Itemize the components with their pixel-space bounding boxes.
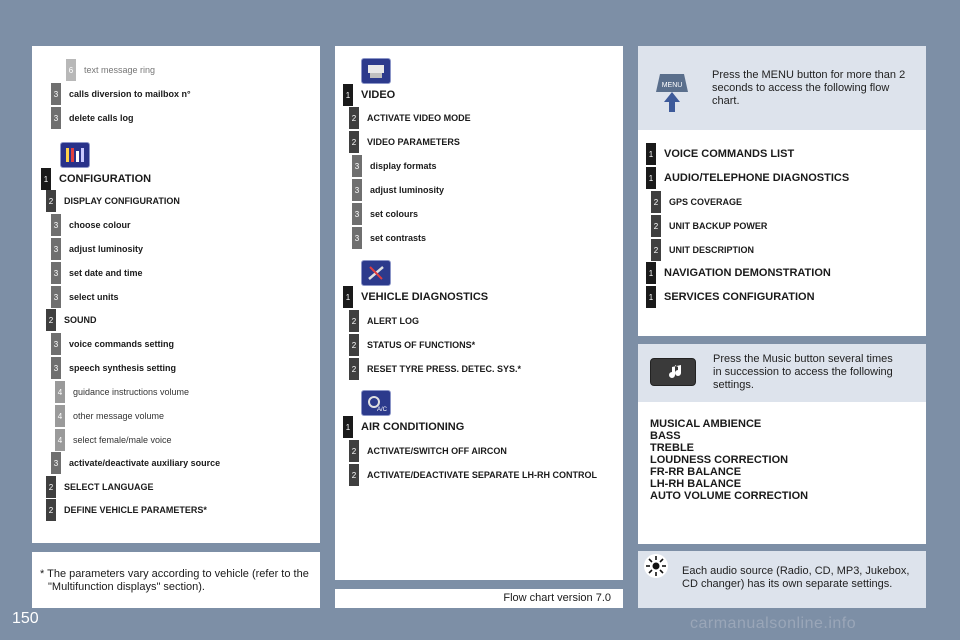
level-badge: 2 — [651, 239, 661, 261]
menu-row — [651, 215, 767, 237]
menu-row — [55, 405, 164, 427]
level-badge: 4 — [55, 429, 65, 451]
level-badge: 2 — [349, 107, 359, 129]
menu-item-label: activate/deactivate auxiliary source — [69, 458, 221, 468]
menu-row — [46, 309, 97, 331]
menu-row — [46, 190, 180, 212]
menu-item-label: SELECT LANGUAGE — [64, 482, 154, 492]
menu-row — [51, 357, 176, 379]
level-badge: 3 — [51, 83, 61, 105]
menu-row — [349, 464, 597, 486]
music-setting: AUTO VOLUME CORRECTION — [650, 490, 809, 502]
level-badge: 2 — [349, 464, 359, 486]
menu-item-label: set colours — [370, 209, 419, 219]
level-badge: 1 — [343, 84, 353, 106]
menu-item-label: guidance instructions volume — [73, 387, 190, 397]
menu-row — [349, 440, 507, 462]
music-setting: LH-RH BALANCE — [650, 478, 742, 490]
menu-item-label: text message ring — [84, 65, 156, 75]
level-badge: 2 — [46, 499, 56, 521]
menu-item-label: UNIT DESCRIPTION — [669, 245, 755, 255]
level-badge: 2 — [46, 309, 56, 331]
ac-icon-text: A/C — [377, 407, 387, 412]
vehicle-diagnostics-icon — [361, 260, 391, 286]
menu-item-label: speech synthesis setting — [69, 363, 177, 373]
music-settings-list — [650, 418, 808, 502]
level-badge: 2 — [349, 358, 359, 380]
left-menu-panel — [32, 46, 320, 543]
menu-button-icon — [656, 66, 688, 112]
watermark: carmanualsonline.info — [690, 615, 857, 632]
level-badge: 1 — [41, 168, 51, 190]
flow-chart-version: Flow chart version 7.0 — [503, 592, 611, 604]
menu-item-label: AUDIO/TELEPHONE DIAGNOSTICS — [664, 172, 850, 184]
menu-row — [51, 238, 143, 260]
menu-item-label: RESET TYRE PRESS. DETEC. SYS.* — [367, 364, 522, 374]
level-badge: 3 — [352, 203, 362, 225]
menu-row — [51, 452, 220, 474]
level-badge: 3 — [352, 155, 362, 177]
level-badge: 3 — [51, 214, 61, 236]
menu-item-label: ACTIVATE/DEACTIVATE SEPARATE LH-RH CONTROL — [367, 470, 597, 480]
menu-row — [349, 334, 475, 356]
menu-item-label: NAVIGATION DEMONSTRATION — [664, 267, 831, 279]
menu-item-label: calls diversion to mailbox n° — [69, 89, 191, 99]
configuration-icon — [60, 142, 90, 168]
menu-row — [343, 286, 488, 308]
menu-row — [646, 286, 815, 308]
level-badge: 3 — [51, 262, 61, 284]
menu-row — [349, 358, 521, 380]
menu-row — [51, 214, 131, 236]
level-badge: 1 — [646, 262, 656, 284]
level-badge: 3 — [51, 452, 61, 474]
level-badge: 3 — [352, 227, 362, 249]
music-setting: TREBLE — [650, 442, 694, 454]
menu-item-label: CONFIGURATION — [59, 173, 152, 185]
music-setting: BASS — [650, 430, 681, 442]
level-badge: 2 — [349, 334, 359, 356]
level-badge: 3 — [51, 286, 61, 308]
menu-item-label: select female/male voice — [73, 435, 172, 445]
level-badge: 2 — [349, 131, 359, 153]
music-setting: MUSICAL AMBIENCE — [650, 418, 762, 430]
menu-row — [352, 179, 444, 201]
menu-row — [651, 191, 742, 213]
menu-row — [66, 59, 155, 81]
level-badge: 4 — [55, 405, 65, 427]
level-badge: 3 — [51, 333, 61, 355]
menu-row — [51, 107, 134, 129]
sun-icon — [642, 553, 670, 579]
menu-item-label: select units — [69, 292, 119, 302]
menu-item-label: STATUS OF FUNCTIONS* — [367, 340, 476, 350]
level-badge: 2 — [46, 476, 56, 498]
level-badge: 3 — [51, 107, 61, 129]
menu-row — [646, 143, 794, 165]
menu-item-label: delete calls log — [69, 113, 134, 123]
level-badge: 2 — [46, 190, 56, 212]
video-icon — [361, 58, 391, 84]
level-badge: 2 — [651, 215, 661, 237]
music-instruction-text: Press the Music button several times in succession to access the following settings. — [713, 353, 893, 391]
menu-row — [46, 476, 154, 498]
menu-row — [349, 131, 460, 153]
menu-item-label: DISPLAY CONFIGURATION — [64, 196, 180, 206]
menu-item-label: ALERT LOG — [367, 316, 419, 326]
level-badge: 1 — [646, 286, 656, 308]
menu-item-label: VIDEO — [361, 89, 396, 101]
music-setting: FR-RR BALANCE — [650, 466, 742, 478]
level-badge: 3 — [51, 357, 61, 379]
menu-button-label: MENU — [661, 82, 683, 89]
right-top-panel — [638, 46, 926, 336]
level-badge: 2 — [349, 310, 359, 332]
level-badge: 1 — [646, 167, 656, 189]
menu-item-label: set date and time — [69, 268, 143, 278]
level-badge: 3 — [51, 238, 61, 260]
menu-row — [352, 203, 418, 225]
menu-item-label: choose colour — [69, 220, 131, 230]
menu-item-label: VIDEO PARAMETERS — [367, 137, 460, 147]
level-badge: 1 — [343, 286, 353, 308]
menu-row — [651, 239, 754, 261]
menu-row — [51, 262, 143, 284]
level-badge: 2 — [349, 440, 359, 462]
menu-item-label: AIR CONDITIONING — [361, 421, 465, 433]
audio-note-box — [638, 551, 926, 608]
level-badge: 3 — [352, 179, 362, 201]
menu-item-label: other message volume — [73, 411, 165, 421]
menu-row — [55, 381, 189, 403]
level-badge: 1 — [343, 416, 353, 438]
audio-note-text: Each audio source (Radio, CD, MP3, Jukebox, CD changer) has its own separate settings. — [682, 565, 910, 590]
air-conditioning-icon — [361, 390, 391, 416]
menu-item-label: DEFINE VEHICLE PARAMETERS* — [64, 505, 207, 515]
music-button-icon — [650, 358, 696, 386]
level-badge: 2 — [651, 191, 661, 213]
menu-item-label: adjust luminosity — [370, 185, 445, 195]
menu-row — [343, 416, 464, 438]
menu-item-label: voice commands setting — [69, 339, 175, 349]
menu-item-label: ACTIVATE/SWITCH OFF AIRCON — [367, 446, 507, 456]
menu-row — [352, 227, 426, 249]
menu-row — [41, 168, 151, 190]
menu-row — [349, 107, 471, 129]
menu-item-label: VOICE COMMANDS LIST — [664, 148, 795, 160]
footnote-text: * The parameters vary according to vehicle (refer to the "Multifunction displays" section). — [40, 568, 309, 593]
menu-item-label: GPS COVERAGE — [669, 197, 743, 207]
menu-row — [352, 155, 437, 177]
music-panel — [638, 344, 926, 544]
menu-row — [51, 83, 191, 105]
menu-row — [51, 333, 174, 355]
menu-row — [646, 262, 831, 284]
menu-row — [349, 310, 419, 332]
footnote-panel — [32, 552, 320, 608]
level-badge: 6 — [66, 59, 76, 81]
level-badge: 1 — [646, 143, 656, 165]
menu-item-label: SERVICES CONFIGURATION — [664, 291, 815, 303]
menu-item-label: adjust luminosity — [69, 244, 144, 254]
version-bar — [335, 589, 623, 608]
menu-row — [343, 84, 395, 106]
menu-instruction-text: Press the MENU button for more than 2 seconds to access the following flow chart. — [712, 69, 906, 107]
menu-item-label: VEHICLE DIAGNOSTICS — [361, 291, 489, 303]
menu-item-label: ACTIVATE VIDEO MODE — [367, 113, 471, 123]
level-badge: 4 — [55, 381, 65, 403]
music-setting: LOUDNESS CORRECTION — [650, 454, 789, 466]
menu-item-label: SOUND — [64, 315, 97, 325]
menu-row — [51, 286, 119, 308]
menu-row — [46, 499, 207, 521]
middle-menu-panel — [335, 46, 623, 580]
menu-item-label: UNIT BACKUP POWER — [669, 221, 768, 231]
menu-row — [55, 429, 172, 451]
menu-item-label: display formats — [370, 161, 437, 171]
menu-row — [646, 167, 849, 189]
menu-item-label: set contrasts — [370, 233, 427, 243]
page-number: 150 — [12, 610, 39, 627]
